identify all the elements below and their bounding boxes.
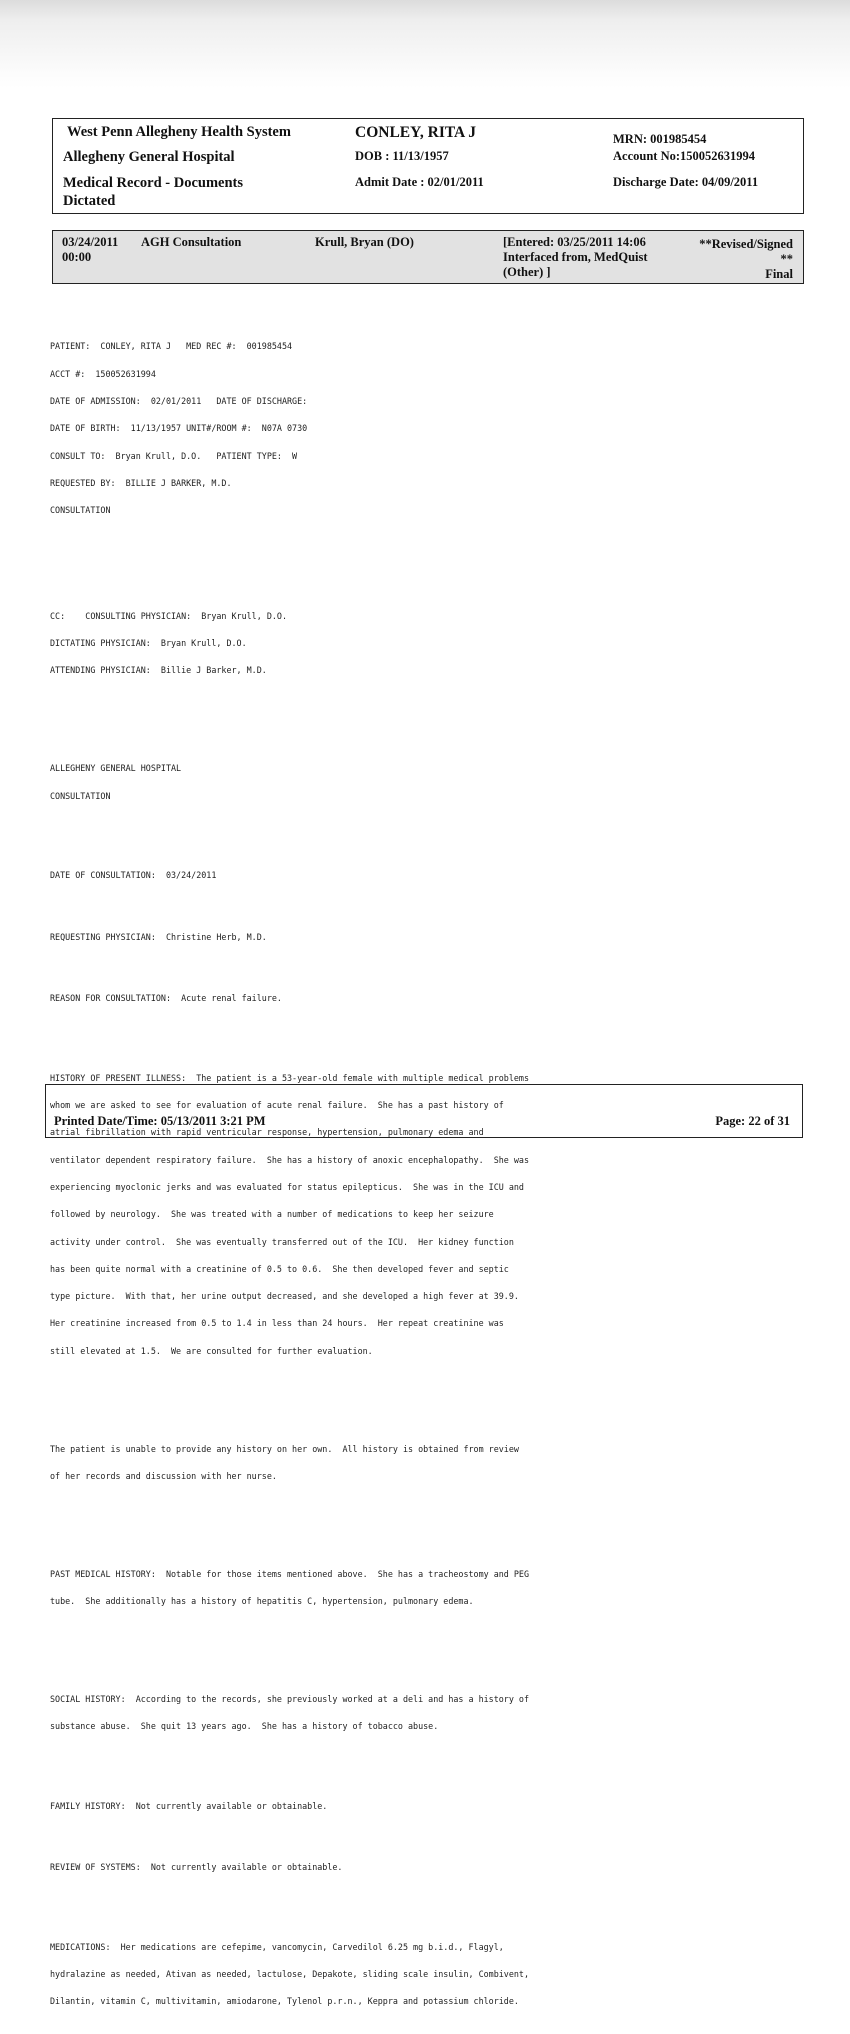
history-note-line: The patient is unable to provide any history on her own. All history is obtained from review	[50, 1443, 519, 1454]
hospital-name: Allegheny General Hospital	[63, 149, 235, 165]
hpi-line: experiencing myoclonic jerks and was evaluated for status epilepticus. She was in the ICU and	[50, 1181, 524, 1192]
demographics-line: CONSULTATION	[50, 505, 111, 516]
consultation-note	[50, 306, 630, 2034]
medications	[50, 1925, 630, 2025]
demographics-line: DATE OF BIRTH: 11/13/1957 UNIT#/ROOM #: N07A 0730	[50, 423, 308, 434]
entry-type: AGH Consultation	[141, 235, 242, 249]
hpi-line: atrial fibrillation with rapid ventricular response, hypertension, pulmonary edema and	[50, 1127, 484, 1138]
history-note-line: of her records and discussion with her nurse.	[50, 1470, 277, 1481]
review-of-systems: REVIEW OF SYSTEMS: Not currently available or obtainable.	[50, 1862, 343, 1873]
demographics-line: REQUESTED BY: BILLIE J BARKER, M.D.	[50, 477, 232, 488]
entry-status: **Revised/Signed	[699, 237, 793, 251]
facility-line: CONSULTATION	[50, 790, 111, 801]
medications-line: Dilantin, vitamin C, multivitamin, amiodarone, Tylenol p.r.n., Keppra and potassium chloride.	[50, 1996, 519, 2007]
demographics-line: PATIENT: CONLEY, RITA J MED REC #: 001985454	[50, 341, 293, 352]
demographics-block	[50, 324, 630, 533]
health-system-name: West Penn Allegheny Health System	[67, 124, 291, 140]
entry-date: 03/24/2011	[62, 235, 119, 249]
social-history	[50, 1677, 630, 1750]
physician-line: DICTATING PHYSICIAN: Bryan Krull, D.O.	[50, 638, 247, 649]
record-type-continued: Dictated	[63, 193, 116, 209]
mrn: MRN: 001985454	[613, 132, 707, 146]
print-footer	[45, 1084, 803, 1138]
reason-for-consultation: REASON FOR CONSULTATION: Acute renal failure.	[50, 993, 282, 1004]
scan-shadow	[0, 0, 850, 88]
requesting-physician: REQUESTING PHYSICIAN: Christine Herb, M.D.	[50, 931, 267, 942]
facility-block	[50, 746, 630, 819]
past-medical-history	[50, 1551, 630, 1624]
medications-line: hydralazine as needed, Ativan as needed, lactulose, Depakote, sliding scale insulin, Combivent,	[50, 1969, 530, 1980]
entry-interfaced: Interfaced from, MedQuist	[503, 250, 648, 264]
physicians-block	[50, 594, 630, 694]
demographics-line: DATE OF ADMISSION: 02/01/2011 DATE OF DISCHARGE:	[50, 395, 308, 406]
hpi-line: Her creatinine increased from 0.5 to 1.4 in less than 24 hours. Her repeat creatinine was	[50, 1318, 504, 1329]
pmh-line: tube. She additionally has a history of hepatitis C, hypertension, pulmonary edema.	[50, 1595, 474, 1606]
page-number: Page: 22 of 31	[715, 1114, 790, 1128]
hpi-line: has been quite normal with a creatinine of 0.5 to 0.6. She then developed fever and septic	[50, 1263, 509, 1274]
family-history: FAMILY HISTORY: Not currently available or obtainable.	[50, 1800, 328, 1811]
record-header	[52, 118, 804, 214]
entry-final: Final	[765, 267, 793, 281]
printed-date-time: Printed Date/Time: 05/13/2011 3:21 PM	[54, 1114, 266, 1128]
hpi-line: HISTORY OF PRESENT ILLNESS: The patient is a 53-year-old female with multiple medical problems	[50, 1072, 530, 1083]
social-line: SOCIAL HISTORY: According to the records, she previously worked at a deli and has a history of	[50, 1693, 530, 1704]
admit-date: Admit Date : 02/01/2011	[355, 175, 484, 189]
hpi-line: followed by neurology. She was treated with a number of medications to keep her seizure	[50, 1209, 494, 1220]
hpi-line: type picture. With that, her urine output decreased, and she developed a high fever at 39.9.	[50, 1291, 519, 1302]
discharge-date: Discharge Date: 04/09/2011	[613, 175, 759, 189]
demographics-line: CONSULT TO: Bryan Krull, D.O. PATIENT TYPE: W	[50, 450, 298, 461]
account-number: Account No:150052631994	[613, 149, 756, 163]
date-of-consultation: DATE OF CONSULTATION: 03/24/2011	[50, 870, 217, 881]
document-entry-bar	[52, 230, 804, 284]
hpi-line: ventilator dependent respiratory failure. She has a history of anoxic encephalopathy. She was	[50, 1154, 530, 1165]
pmh-line: PAST MEDICAL HISTORY: Notable for those items mentioned above. She has a tracheostomy and PEG	[50, 1568, 530, 1579]
entry-status-marker: **	[780, 252, 793, 266]
medications-line: MEDICATIONS: Her medications are cefepime, vancomycin, Carvedilol 6.25 mg b.i.d., Flagyl,	[50, 1941, 504, 1952]
social-line: substance abuse. She quit 13 years ago. She has a history of tobacco abuse.	[50, 1721, 439, 1732]
record-type: Medical Record - Documents	[63, 175, 243, 191]
history-source-note	[50, 1426, 630, 1499]
entry-author: Krull, Bryan (DO)	[315, 235, 414, 249]
entry-time: 00:00	[62, 250, 92, 264]
patient-name: CONLEY, RITA J	[355, 124, 477, 141]
hpi-line: whom we are asked to see for evaluation of acute renal failure. She has a past history of	[50, 1100, 504, 1111]
entry-entered: [Entered: 03/25/2011 14:06	[503, 235, 646, 249]
hpi-line: still elevated at 1.5. We are consulted for further evaluation.	[50, 1345, 373, 1356]
physician-line: ATTENDING PHYSICIAN: Billie J Barker, M.D.	[50, 665, 267, 676]
demographics-line: ACCT #: 150052631994	[50, 368, 156, 379]
facility-line: ALLEGHENY GENERAL HOSPITAL	[50, 763, 182, 774]
entry-source: (Other) ]	[503, 265, 551, 279]
hpi-line: activity under control. She was eventually transferred out of the ICU. Her kidney function	[50, 1236, 514, 1247]
physician-line: CC: CONSULTING PHYSICIAN: Bryan Krull, D.O.	[50, 610, 287, 621]
patient-dob: DOB : 11/13/1957	[355, 149, 449, 163]
